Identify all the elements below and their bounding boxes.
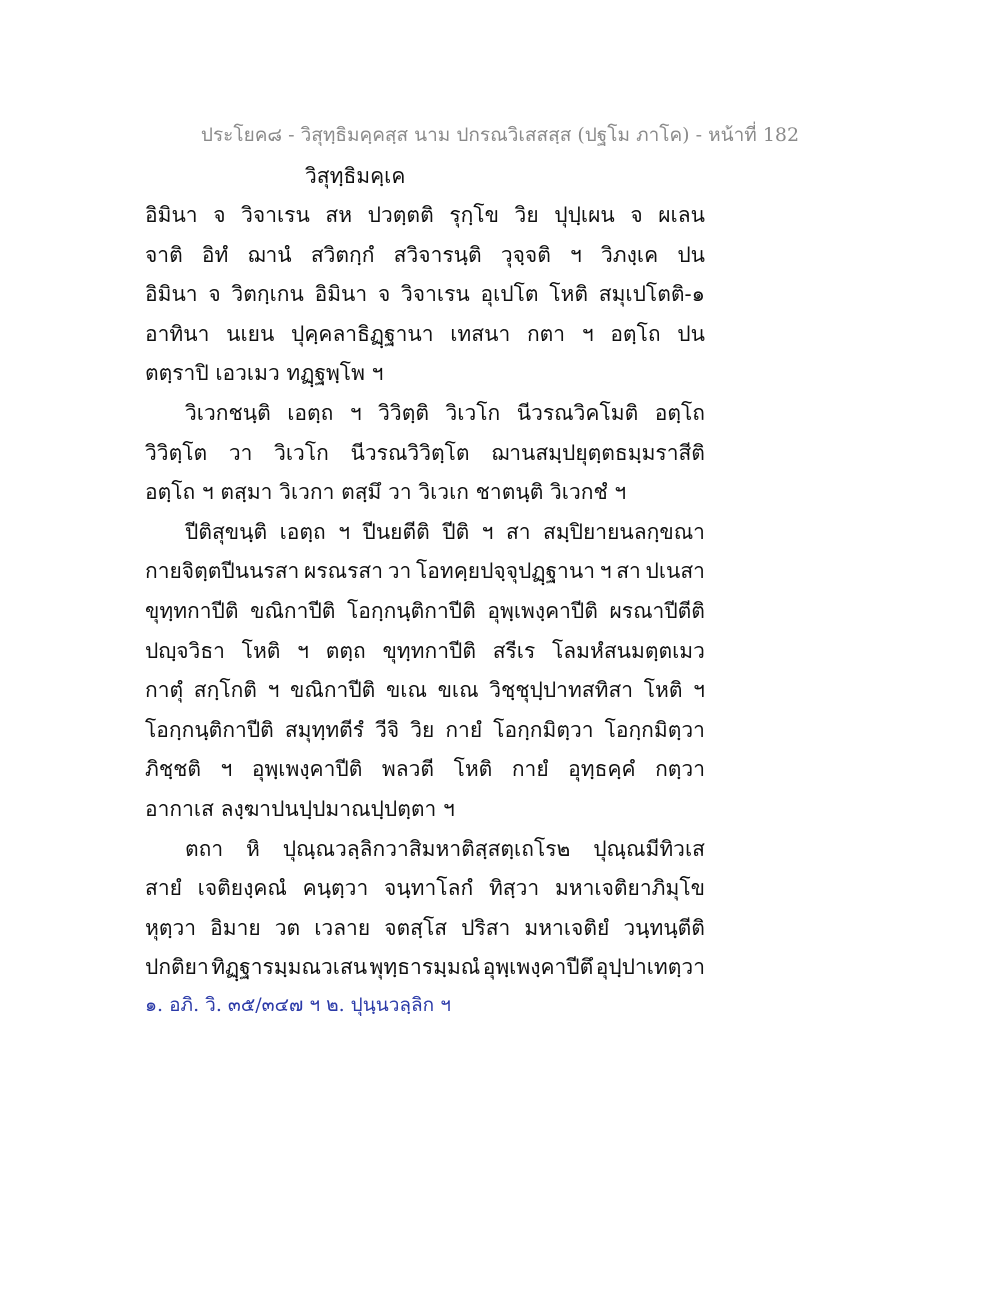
text-line bbox=[145, 909, 705, 949]
text-line: อตฺโถ ฯ ตสฺมา วิเวกา ตสฺมึ วา วิเวเก ชาตนฺติ วิเวกชํ ฯ bbox=[145, 480, 627, 505]
word: วิจาเรน bbox=[401, 282, 470, 307]
word: ปกติยา bbox=[145, 955, 209, 980]
footnote: ๑. อภิ. วิ. ๓๕/๓๔๗ ฯ ๒. ปุนฺนวลฺลิก ฯ bbox=[145, 994, 451, 1016]
text-line bbox=[145, 196, 705, 236]
text-line bbox=[145, 671, 705, 711]
word: อตฺโถ bbox=[610, 321, 661, 346]
word: โหติ bbox=[643, 678, 683, 703]
word: หุตฺวา bbox=[145, 915, 197, 940]
word: หิ bbox=[246, 836, 260, 861]
text-line bbox=[145, 592, 705, 632]
word: พลวตี bbox=[381, 757, 435, 782]
word: โอกฺกมิตฺวา bbox=[493, 717, 594, 742]
word: วิวิตฺโต bbox=[145, 440, 208, 465]
word: ขณิกาปีติ bbox=[290, 678, 376, 703]
text-line: ตตฺราปิ เอวเมว ทฏฺฐพฺโพ ฯ bbox=[145, 361, 384, 386]
word: อตฺโถ bbox=[654, 400, 705, 425]
word: วิตกฺเกน bbox=[231, 282, 304, 307]
paragraph-start-line bbox=[145, 830, 705, 870]
word: อุพฺเพงฺคาปีติ bbox=[251, 757, 363, 782]
word: อุเปโต bbox=[480, 282, 539, 307]
word: ปริสา bbox=[461, 915, 511, 940]
word: ปีติ bbox=[442, 519, 470, 544]
word: ฯ bbox=[570, 242, 582, 267]
word: ฯ bbox=[338, 519, 351, 544]
section-title: วิสุทฺธิมคฺเค bbox=[305, 164, 406, 188]
text-line bbox=[145, 275, 705, 315]
word: สห bbox=[325, 203, 353, 227]
word: จ bbox=[208, 282, 221, 307]
word: โอกฺกนฺติกาปีติ bbox=[145, 717, 274, 742]
word: วนฺทนฺตีติ bbox=[623, 915, 705, 940]
text-line bbox=[145, 948, 705, 988]
word: โหติ bbox=[549, 282, 589, 307]
word: ผรณาปีตีติ bbox=[609, 598, 705, 623]
word: เอตฺถ bbox=[287, 400, 334, 425]
word: ขเณ bbox=[385, 678, 427, 703]
word: ทิสฺวา bbox=[488, 876, 540, 901]
word: อุพฺเพงฺคาปีติ bbox=[487, 598, 598, 623]
word: มหาเจติยาภิมุโข bbox=[554, 876, 705, 901]
word: อาทินา bbox=[145, 321, 210, 346]
word: ฯ bbox=[297, 638, 309, 663]
text-line bbox=[145, 632, 705, 672]
word: วิชฺชุปฺปาทสทิสา bbox=[489, 678, 634, 703]
word: ปญฺจวิธา bbox=[145, 638, 225, 663]
text-line bbox=[145, 869, 705, 909]
word: ภิชฺชติ bbox=[145, 757, 201, 782]
word: วา bbox=[228, 440, 253, 465]
word: วุจฺจติ bbox=[500, 242, 551, 267]
word: โอกฺกนฺติกาปีติ bbox=[346, 598, 476, 623]
word: โอทคฺยปจฺจุปฏฺฐานา bbox=[416, 559, 595, 584]
word: ปีนยตีติ bbox=[362, 519, 430, 544]
text-line bbox=[145, 315, 705, 355]
word: ขเณ bbox=[437, 678, 479, 703]
text-line bbox=[145, 236, 705, 276]
text-line bbox=[145, 711, 705, 751]
word: ฯ bbox=[581, 321, 594, 346]
word: โอกฺกมิตฺวา bbox=[604, 717, 705, 742]
word: กตา bbox=[526, 321, 566, 346]
word: เอตฺถ bbox=[279, 519, 326, 544]
word: วิเวโก bbox=[274, 440, 329, 465]
word: ฌานสมฺปยุตฺตธมฺมราสีติ bbox=[491, 440, 705, 465]
word: ปุณฺณวลฺลิกวาสิมหาติสฺสตฺเถโร๒ bbox=[282, 836, 571, 861]
word: สกฺโกติ bbox=[193, 678, 257, 703]
word: วีจิ bbox=[375, 717, 400, 742]
word: จตสฺโส bbox=[384, 915, 448, 940]
word: สายํ bbox=[145, 876, 182, 901]
word: ปุปฺเผน bbox=[554, 203, 615, 227]
word: กาตุํ bbox=[145, 678, 184, 703]
word: ปุคฺคลาธิฏฺฐานา bbox=[291, 321, 434, 346]
word: กายจิตฺตปีนนรสา bbox=[145, 559, 300, 584]
word: ปวตฺตติ bbox=[367, 203, 434, 227]
word: ฌานํ bbox=[247, 242, 292, 267]
word: วิเวกชนฺติ bbox=[185, 400, 271, 425]
word: ปน bbox=[677, 321, 705, 346]
word: สมฺปิยายนลกฺขณา bbox=[543, 519, 705, 544]
text-line bbox=[145, 552, 705, 592]
paragraph-start-line bbox=[145, 513, 705, 553]
word: อิทํ bbox=[201, 242, 229, 267]
word: อิมินา bbox=[145, 282, 198, 307]
word: ฯ bbox=[481, 519, 494, 544]
word: ฯ bbox=[220, 757, 233, 782]
word: กายํ bbox=[511, 757, 549, 782]
word: ผเลน bbox=[658, 203, 705, 227]
word: วา bbox=[387, 559, 412, 584]
word: นีวรณวิคโมติ bbox=[516, 400, 639, 425]
word: จาติ bbox=[145, 242, 183, 267]
word: ปน bbox=[677, 242, 705, 267]
word: ปเนสา bbox=[645, 559, 705, 584]
word: สรีเร bbox=[492, 638, 536, 663]
text-line bbox=[145, 750, 705, 790]
word: วิจาเรน bbox=[241, 203, 310, 227]
word: เวลาย bbox=[314, 915, 371, 940]
word: ฯ bbox=[349, 400, 362, 425]
word: ขุทฺทกาปีติ bbox=[382, 638, 476, 663]
word: ฯ bbox=[267, 678, 280, 703]
word: อุปฺปาเทตฺวา bbox=[595, 955, 705, 980]
text-line: อากาเส ลงฺฆาปนปฺปมาณปฺปตฺตา ฯ bbox=[145, 796, 455, 821]
word: ผรณรสา bbox=[304, 559, 383, 584]
word: มหาเจติยํ bbox=[524, 915, 610, 940]
word: สวิจารนฺติ bbox=[393, 242, 482, 267]
word: วิเวโก bbox=[445, 400, 501, 425]
word: โลมหํสนมตฺตเมว bbox=[551, 638, 705, 663]
word: ขณิกาปีติ bbox=[250, 598, 336, 623]
word: อิมินา bbox=[145, 203, 198, 227]
word: สา bbox=[505, 519, 531, 544]
word: วิวิตฺติ bbox=[378, 400, 429, 425]
word: วิย bbox=[514, 203, 539, 227]
word: จ bbox=[377, 282, 391, 307]
word: อิมินา bbox=[314, 282, 368, 307]
word: กายํ bbox=[445, 717, 483, 742]
word: สมุเปโตติ-๑ bbox=[598, 282, 705, 307]
word: จ bbox=[213, 203, 226, 227]
word: จนฺทาโลกํ bbox=[384, 876, 474, 901]
word: ทิฏฺฐารมฺมณวเสน bbox=[211, 955, 368, 980]
word: โหติ bbox=[241, 638, 281, 663]
word: นีวรณวิวิตฺโต bbox=[350, 440, 470, 465]
word: เทสนา bbox=[450, 321, 511, 346]
word: ตตฺถ bbox=[325, 638, 366, 663]
word: โหติ bbox=[453, 757, 493, 782]
word: อุทฺธคฺคํ bbox=[568, 757, 636, 782]
word: รุกฺโข bbox=[449, 203, 499, 227]
word: สมุทฺทตีรํ bbox=[284, 717, 365, 742]
word: วิย bbox=[410, 717, 435, 742]
word: ฯ bbox=[599, 559, 612, 584]
paragraph-start-line bbox=[145, 394, 705, 434]
word: ปุณฺณมีทิวเส bbox=[593, 836, 705, 861]
word: เจติยงฺคณํ bbox=[197, 876, 287, 901]
word: นเยน bbox=[226, 321, 275, 346]
page-header: ประโยค๘ - วิสุทฺธิมคฺคสฺส นาม ปกรณวิเสสสฺส (ปฐโม ภาโค) - หน้าที่ 182 bbox=[200, 124, 800, 146]
word: อิมาย bbox=[210, 915, 261, 940]
word: สวิตกฺกํ bbox=[310, 242, 375, 267]
body-text bbox=[145, 196, 705, 988]
word: วต bbox=[274, 915, 301, 940]
text-line bbox=[145, 434, 705, 474]
word: ปีติสุขนฺติ bbox=[185, 519, 268, 544]
word: คนฺตฺวา bbox=[302, 876, 369, 901]
word: สา bbox=[616, 559, 641, 584]
word: จ bbox=[630, 203, 643, 227]
word: ขุทฺทกาปีติ bbox=[145, 598, 239, 623]
word: ตถา bbox=[185, 836, 224, 861]
word: ฯ bbox=[693, 678, 705, 703]
word: วิภงฺเค bbox=[601, 242, 659, 267]
word: กตฺวา bbox=[655, 757, 705, 782]
word: อุพฺเพงฺคาปีตึ bbox=[482, 955, 594, 980]
word: พุทฺธารมฺมณํ bbox=[369, 955, 481, 980]
